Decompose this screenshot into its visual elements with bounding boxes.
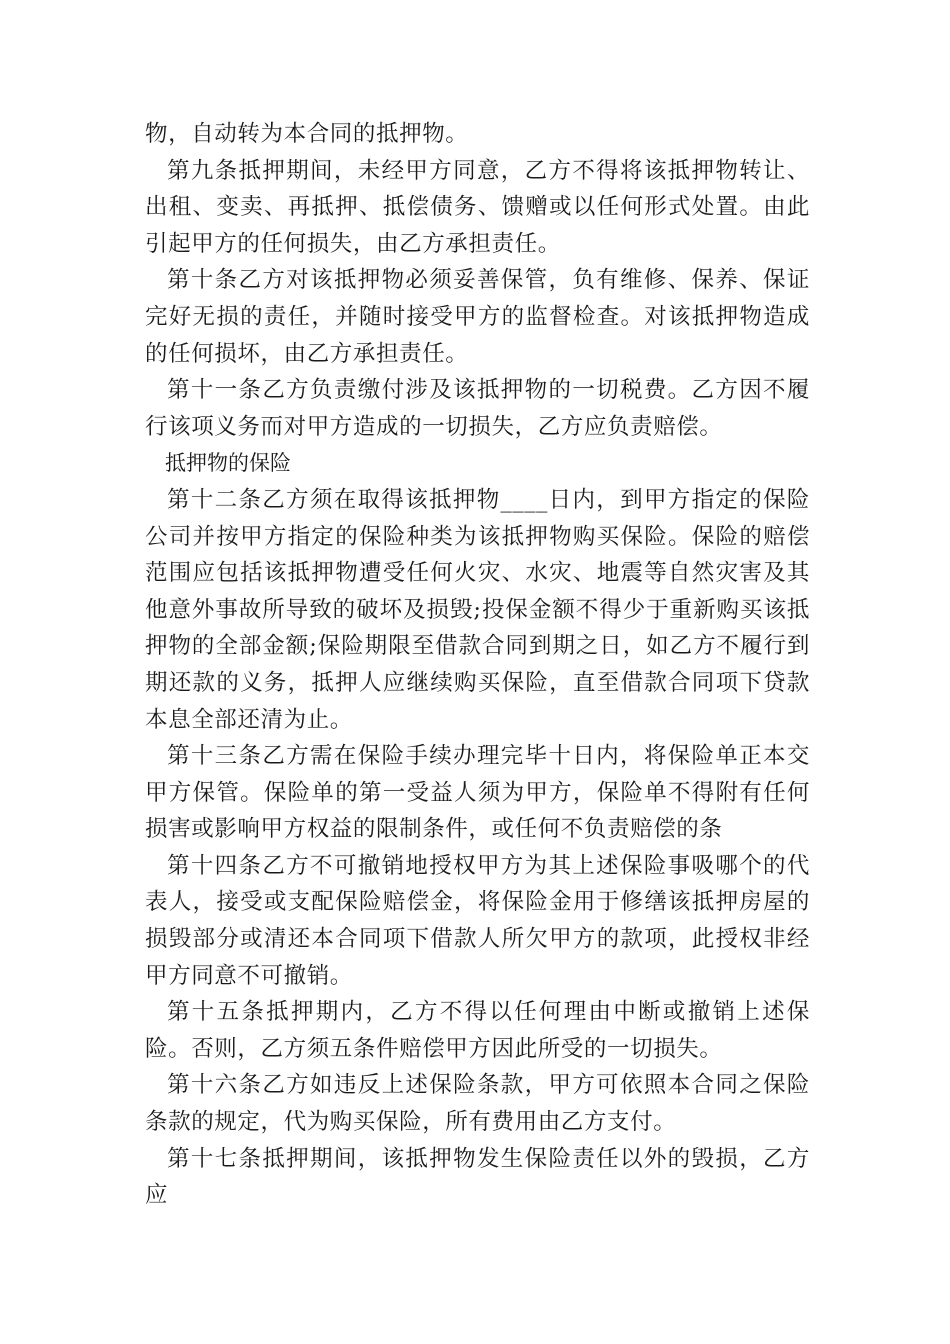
article-17: 第十七条抵押期间，该抵押物发生保险责任以外的毁损，乙方应 [145,1145,810,1209]
article-9: 第九条抵押期间，未经甲方同意，乙方不得将该抵押物转让、出租、变卖、再抵押、抵偿债务、馈赠或以任何形式处置。由此引起甲方的任何损失，由乙方承担责任。 [145,157,810,257]
paragraph-continuation: 物，自动转为本合同的抵押物。 [145,121,469,147]
section-heading-insurance: 抵押物的保险 [165,451,291,476]
article-11: 第十一条乙方负责缴付涉及该抵押物的一切税费。乙方因不履行该项义务而对甲方造成的一切损失，乙方应负责赔偿。 [145,377,810,440]
article-12: 第十二条乙方须在取得该抵押物____日内，到甲方指定的保险公司并按甲方指定的保险种类为该抵押物购买保险。保险的赔偿范围应包括该抵押物遭受任何火灾、水灾、地震等自然灾害及其他意外事故所导致的破坏及损毁;投保金额不得少于重新购买该抵押物的全部金额;保险期限至借款合同到期之日，如乙方不履行到期还款的义务，抵押人应继续购买保险，直至借款合同项下贷款本息全部还清为止。 [145,486,810,733]
article-13: 第十三条乙方需在保险手续办理完毕十日内，将保险单正本交甲方保管。保险单的第一受益人须为甲方，保险单不得附有任何损害或影响甲方权益的限制条件，或任何不负责赔偿的条 [145,743,810,843]
article-10: 第十条乙方对该抵押物必须妥善保管，负有维修、保养、保证完好无损的责任，并随时接受甲方的监督检查。对该抵押物造成的任何损坏，由乙方承担责任。 [145,267,810,367]
article-16: 第十六条乙方如违反上述保险条款，甲方可依照本合同之保险条款的规定，代为购买保险，所有费用由乙方支付。 [145,1072,810,1136]
article-14: 第十四条乙方不可撤销地授权甲方为其上述保险事吸哪个的代表人，接受或支配保险赔偿金，将保险金用于修缮该抵押房屋的损毁部分或清还本合同项下借款人所欠甲方的款项，此授权非经甲方同意不可撤销。 [145,852,810,989]
document-page [145,116,810,1214]
article-15: 第十五条抵押期内，乙方不得以任何理由中断或撤销上述保险。否则，乙方须五条件赔偿甲方因此所受的一切损失。 [145,999,810,1062]
